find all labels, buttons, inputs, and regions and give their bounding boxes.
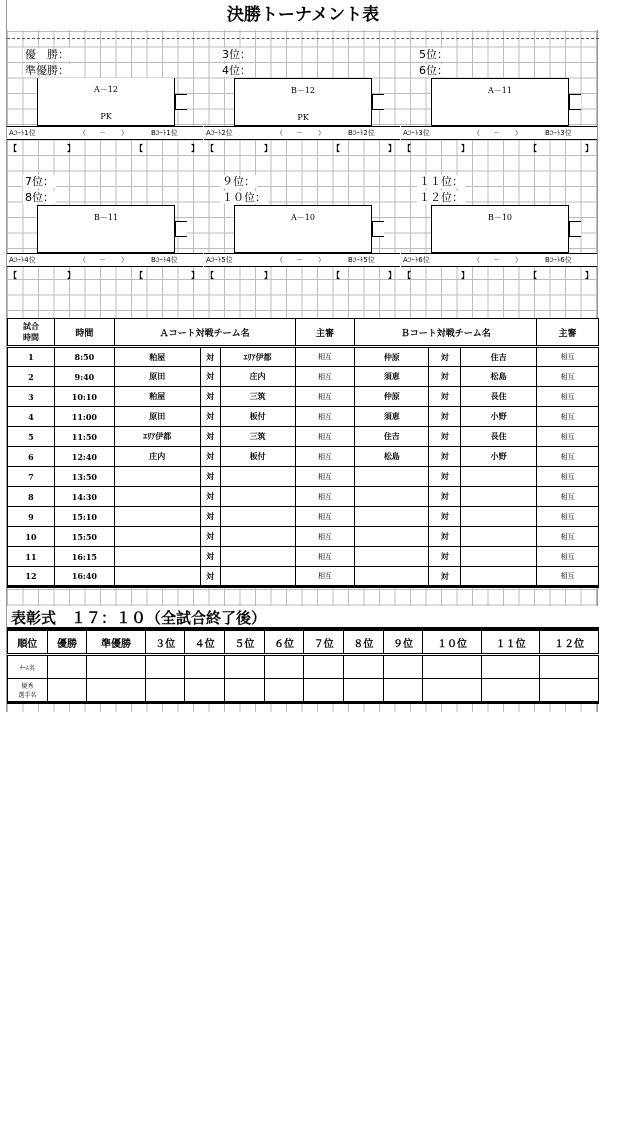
referee-a: 相互 <box>295 407 355 427</box>
team-a2 <box>220 527 295 547</box>
vs: 対 <box>429 427 461 447</box>
referee-a: 相互 <box>295 527 355 547</box>
slot-row <box>7 126 203 140</box>
referee-a: 相互 <box>295 427 355 447</box>
referee-a: 相互 <box>295 507 355 527</box>
match-no: 5 <box>8 427 55 447</box>
runner-up-label: 準優勝： <box>25 64 69 77</box>
team-a2: 板付 <box>220 447 295 467</box>
team-b1: 住吉 <box>355 427 429 447</box>
table-row <box>8 387 599 407</box>
mvp-cell[interactable] <box>481 679 540 703</box>
team-cell[interactable] <box>383 655 423 679</box>
match-no: 7 <box>8 467 55 487</box>
rank-col: １０位 <box>423 631 482 655</box>
table-row <box>8 567 599 587</box>
team-b2: 長住 <box>461 427 537 447</box>
bottom-rank-label: 6位： <box>419 64 448 77</box>
lb: 【 <box>206 270 214 280</box>
rank-header: 順位 <box>8 631 48 655</box>
match-no: 9 <box>8 507 55 527</box>
bracket-box <box>234 205 372 253</box>
left-slot: Aｺｰﾄ4位 <box>9 256 36 264</box>
team-b2 <box>461 567 537 587</box>
team-cell[interactable] <box>145 655 185 679</box>
mvp-cell[interactable] <box>383 679 423 703</box>
header-ref-a: 主審 <box>295 319 355 347</box>
team-b1: 須恵 <box>355 407 429 427</box>
team-a2: ｴﾘｱ伊都 <box>220 347 295 367</box>
cut-line <box>7 38 599 39</box>
team-b2 <box>461 527 537 547</box>
match-code: B－11 <box>93 213 119 222</box>
team-a2: 板付 <box>220 407 295 427</box>
vs: 対 <box>200 427 220 447</box>
page-title: 決勝トーナメント表 <box>7 0 599 30</box>
schedule-header <box>8 319 599 347</box>
team-b1 <box>355 547 429 567</box>
dash: － <box>493 129 500 137</box>
referee-a: 相互 <box>295 447 355 467</box>
dash: － <box>296 129 303 137</box>
score-brackets <box>401 141 597 155</box>
open-paren: （ <box>473 129 480 137</box>
team-a1: 原田 <box>114 367 200 387</box>
slot-row <box>401 253 597 267</box>
score-brackets <box>7 268 203 282</box>
right-slot: Bｺｰﾄ3位 <box>545 129 572 137</box>
mvp-cell[interactable] <box>304 679 344 703</box>
slot-row <box>204 253 400 267</box>
team-a1: ｴﾘｱ伊都 <box>114 427 200 447</box>
vs: 対 <box>200 347 220 367</box>
team-b1: 松島 <box>355 447 429 467</box>
header-court-b: Ｂコート対戦チーム名 <box>355 319 537 347</box>
rb: 】 <box>67 143 75 153</box>
left-slot: Aｺｰﾄ1位 <box>9 129 36 137</box>
team-a2: 三筑 <box>220 427 295 447</box>
slot-row <box>7 253 203 267</box>
team-a1: 庄内 <box>114 447 200 467</box>
right-slot: Bｺｰﾄ2位 <box>348 129 375 137</box>
match-code: B－10 <box>487 213 513 222</box>
bracket-box <box>431 78 569 126</box>
left-slot: Aｺｰﾄ2位 <box>206 129 233 137</box>
match-time: 8:50 <box>54 347 114 367</box>
vs: 対 <box>429 547 461 567</box>
vs: 対 <box>429 507 461 527</box>
match-time: 16:15 <box>54 547 114 567</box>
lb: 【 <box>529 270 537 280</box>
vs: 対 <box>429 447 461 467</box>
match-no: 6 <box>8 447 55 467</box>
lb: 【 <box>135 143 143 153</box>
team-name-label: ﾁｰﾑ名 <box>8 655 48 679</box>
match-code: B－12 <box>290 86 316 95</box>
team-b2 <box>461 547 537 567</box>
close-paren: ） <box>515 256 522 264</box>
rb: 】 <box>388 270 396 280</box>
referee-a: 相互 <box>295 387 355 407</box>
rb: 】 <box>461 270 469 280</box>
team-b2: 松島 <box>461 367 537 387</box>
team-b1 <box>355 527 429 547</box>
vs: 対 <box>200 527 220 547</box>
match-no: 12 <box>8 567 55 587</box>
open-paren: （ <box>473 256 480 264</box>
vs: 対 <box>200 387 220 407</box>
team-cell[interactable] <box>185 655 225 679</box>
match-time: 11:00 <box>54 407 114 427</box>
referee-b: 相互 <box>537 367 599 387</box>
bracket-box <box>431 205 569 253</box>
lb: 【 <box>332 143 340 153</box>
lb: 【 <box>206 143 214 153</box>
vs: 対 <box>200 447 220 467</box>
lb: 【 <box>135 270 143 280</box>
match-no: 2 <box>8 367 55 387</box>
table-row <box>8 407 599 427</box>
team-b1 <box>355 567 429 587</box>
mvp-cell[interactable] <box>344 679 384 703</box>
team-b2: 小野 <box>461 447 537 467</box>
team-cell[interactable] <box>264 655 304 679</box>
rank-col: １１位 <box>481 631 540 655</box>
tournament-sheet <box>6 0 598 712</box>
team-a2 <box>220 507 295 527</box>
match-time: 11:50 <box>54 427 114 447</box>
score-brackets <box>204 141 400 155</box>
table-row <box>8 347 599 367</box>
team-cell[interactable] <box>304 655 344 679</box>
match-time: 12:40 <box>54 447 114 467</box>
open-paren: （ <box>276 129 283 137</box>
left-slot: Aｺｰﾄ3位 <box>403 129 430 137</box>
header-ref-b: 主審 <box>537 319 599 347</box>
pk-label: PK <box>297 113 309 122</box>
table-row <box>8 527 599 547</box>
bottom-rank-label: 8位： <box>25 191 54 204</box>
team-a1: 原田 <box>114 407 200 427</box>
mvp-label: 優秀 選手名 <box>8 679 48 703</box>
left-slot: Aｺｰﾄ6位 <box>403 256 430 264</box>
vs: 対 <box>429 487 461 507</box>
team-a1 <box>114 487 200 507</box>
award-ceremony: 表彰式 １７：１０（全試合終了後） <box>7 606 599 630</box>
right-slot: Bｺｰﾄ5位 <box>348 256 375 264</box>
mvp-cell[interactable] <box>145 679 185 703</box>
ranking-table <box>7 630 599 704</box>
match-time: 9:40 <box>54 367 114 387</box>
lb: 【 <box>9 270 17 280</box>
team-b1 <box>355 507 429 527</box>
rank-col: ９位 <box>383 631 423 655</box>
rb: 】 <box>191 143 199 153</box>
right-slot: Bｺｰﾄ4位 <box>151 256 178 264</box>
team-b1: 須恵 <box>355 367 429 387</box>
referee-a: 相互 <box>295 347 355 367</box>
team-b1: 仲原 <box>355 347 429 367</box>
mvp-cell[interactable] <box>225 679 265 703</box>
open-paren: （ <box>79 129 86 137</box>
team-b2 <box>461 487 537 507</box>
score-brackets <box>204 268 400 282</box>
vs: 対 <box>200 367 220 387</box>
rank-col: １２位 <box>540 631 599 655</box>
rank-col: ６位 <box>264 631 304 655</box>
referee-a: 相互 <box>295 487 355 507</box>
referee-a: 相互 <box>295 467 355 487</box>
score-brackets <box>401 268 597 282</box>
header-time: 時間 <box>54 319 114 347</box>
lb: 【 <box>403 143 411 153</box>
top-rank-label: 5位： <box>419 48 448 61</box>
rb: 】 <box>388 143 396 153</box>
team-a1 <box>114 467 200 487</box>
referee-a: 相互 <box>295 567 355 587</box>
vs: 対 <box>200 467 220 487</box>
team-b2 <box>461 507 537 527</box>
table-row <box>8 487 599 507</box>
table-row <box>8 447 599 467</box>
table-row <box>8 367 599 387</box>
match-no: 11 <box>8 547 55 567</box>
rank-col: ８位 <box>344 631 384 655</box>
match-time: 16:40 <box>54 567 114 587</box>
close-paren: ） <box>515 129 522 137</box>
team-a2 <box>220 547 295 567</box>
team-cell[interactable] <box>423 655 482 679</box>
rank-col: ４位 <box>185 631 225 655</box>
vs: 対 <box>429 407 461 427</box>
table-row <box>8 427 599 447</box>
match-time: 15:10 <box>54 507 114 527</box>
referee-b: 相互 <box>537 487 599 507</box>
team-a2 <box>220 487 295 507</box>
top-rank-label: ９位： <box>222 175 255 188</box>
vs: 対 <box>429 527 461 547</box>
mvp-cell[interactable] <box>540 679 599 703</box>
match-time: 14:30 <box>54 487 114 507</box>
team-a1 <box>114 567 200 587</box>
match-time: 15:50 <box>54 527 114 547</box>
team-a2 <box>220 567 295 587</box>
dash: － <box>99 256 106 264</box>
rb: 】 <box>461 143 469 153</box>
lb: 【 <box>403 270 411 280</box>
winner-label: 優 勝： <box>25 48 69 61</box>
top-rank-label: 3位： <box>222 48 251 61</box>
open-paren: （ <box>276 256 283 264</box>
schedule-table <box>7 318 599 588</box>
vs: 対 <box>429 467 461 487</box>
team-a1 <box>114 547 200 567</box>
match-no: 8 <box>8 487 55 507</box>
team-cell[interactable] <box>540 655 599 679</box>
right-slot: Bｺｰﾄ6位 <box>545 256 572 264</box>
team-b1 <box>355 467 429 487</box>
score-brackets <box>7 141 203 155</box>
referee-b: 相互 <box>537 407 599 427</box>
rb: 】 <box>264 143 272 153</box>
mvp-cell[interactable] <box>423 679 482 703</box>
referee-a: 相互 <box>295 547 355 567</box>
team-a2: 庄内 <box>220 367 295 387</box>
referee-b: 相互 <box>537 567 599 587</box>
referee-b: 相互 <box>537 387 599 407</box>
match-code: A－12 <box>94 85 118 94</box>
vs: 対 <box>200 547 220 567</box>
open-paren: （ <box>79 256 86 264</box>
referee-b: 相互 <box>537 507 599 527</box>
mvp-cell[interactable] <box>87 679 146 703</box>
vs: 対 <box>429 567 461 587</box>
rb: 】 <box>585 143 593 153</box>
vs: 対 <box>200 507 220 527</box>
dash: － <box>99 129 106 137</box>
close-paren: ） <box>121 129 128 137</box>
mvp-cell[interactable] <box>47 679 87 703</box>
referee-b: 相互 <box>537 447 599 467</box>
bottom-rank-label: １０位： <box>222 191 266 204</box>
vs: 対 <box>200 567 220 587</box>
referee-b: 相互 <box>537 527 599 547</box>
team-cell[interactable] <box>225 655 265 679</box>
rb: 】 <box>264 270 272 280</box>
team-b1 <box>355 487 429 507</box>
match-no: 3 <box>8 387 55 407</box>
team-cell[interactable] <box>344 655 384 679</box>
vs: 対 <box>200 407 220 427</box>
dash: － <box>493 256 500 264</box>
referee-b: 相互 <box>537 347 599 367</box>
right-slot: Bｺｰﾄ1位 <box>151 129 178 137</box>
rank-col: ７位 <box>304 631 344 655</box>
close-paren: ） <box>318 129 325 137</box>
rank-col: ３位 <box>145 631 185 655</box>
team-a1: 粕屋 <box>114 387 200 407</box>
team-b2 <box>461 467 537 487</box>
match-time: 13:50 <box>54 467 114 487</box>
team-a1: 粕屋 <box>114 347 200 367</box>
match-no: 10 <box>8 527 55 547</box>
slot-row <box>204 126 400 140</box>
team-cell[interactable] <box>87 655 146 679</box>
top-rank-label: １１位： <box>419 175 463 188</box>
left-slot: Aｺｰﾄ5位 <box>206 256 233 264</box>
match-code: A－11 <box>488 86 512 95</box>
rank-col: ５位 <box>225 631 265 655</box>
rank-col: 準優勝 <box>87 631 146 655</box>
close-paren: ） <box>121 256 128 264</box>
rb: 】 <box>191 270 199 280</box>
referee-a: 相互 <box>295 367 355 387</box>
header-no: 試合 時間 <box>8 319 55 347</box>
rank-col: 優勝 <box>47 631 87 655</box>
team-b2: 小野 <box>461 407 537 427</box>
bottom-rank-label: 4位： <box>222 64 251 77</box>
match-no: 4 <box>8 407 55 427</box>
team-a1 <box>114 527 200 547</box>
rb: 】 <box>67 270 75 280</box>
rb: 】 <box>585 270 593 280</box>
team-b2: 長住 <box>461 387 537 407</box>
header-court-a: Ａコート対戦チーム名 <box>114 319 295 347</box>
table-row <box>8 507 599 527</box>
mvp-cell[interactable] <box>264 679 304 703</box>
vs: 対 <box>429 387 461 407</box>
match-code: A－10 <box>291 213 315 222</box>
vs: 対 <box>200 487 220 507</box>
pk-label: PK <box>100 112 112 121</box>
team-a2: 三筑 <box>220 387 295 407</box>
vs: 対 <box>429 347 461 367</box>
table-row <box>8 547 599 567</box>
team-b2: 住吉 <box>461 347 537 367</box>
bracket-box <box>234 78 372 126</box>
match-time: 10:10 <box>54 387 114 407</box>
close-paren: ） <box>318 256 325 264</box>
bottom-rank-label: １２位： <box>419 191 463 204</box>
team-cell[interactable] <box>47 655 87 679</box>
referee-b: 相互 <box>537 427 599 447</box>
slot-row <box>401 126 597 140</box>
referee-b: 相互 <box>537 467 599 487</box>
team-cell[interactable] <box>481 655 540 679</box>
lb: 【 <box>529 143 537 153</box>
top-rank-label: 7位： <box>25 175 54 188</box>
team-a1 <box>114 507 200 527</box>
mvp-cell[interactable] <box>185 679 225 703</box>
referee-b: 相互 <box>537 547 599 567</box>
dash: － <box>296 256 303 264</box>
vs: 対 <box>429 367 461 387</box>
team-a2 <box>220 467 295 487</box>
lb: 【 <box>332 270 340 280</box>
bracket-box <box>37 78 175 126</box>
table-row <box>8 467 599 487</box>
match-no: 1 <box>8 347 55 367</box>
lb: 【 <box>9 143 17 153</box>
bracket-box <box>37 205 175 253</box>
team-b1: 仲原 <box>355 387 429 407</box>
